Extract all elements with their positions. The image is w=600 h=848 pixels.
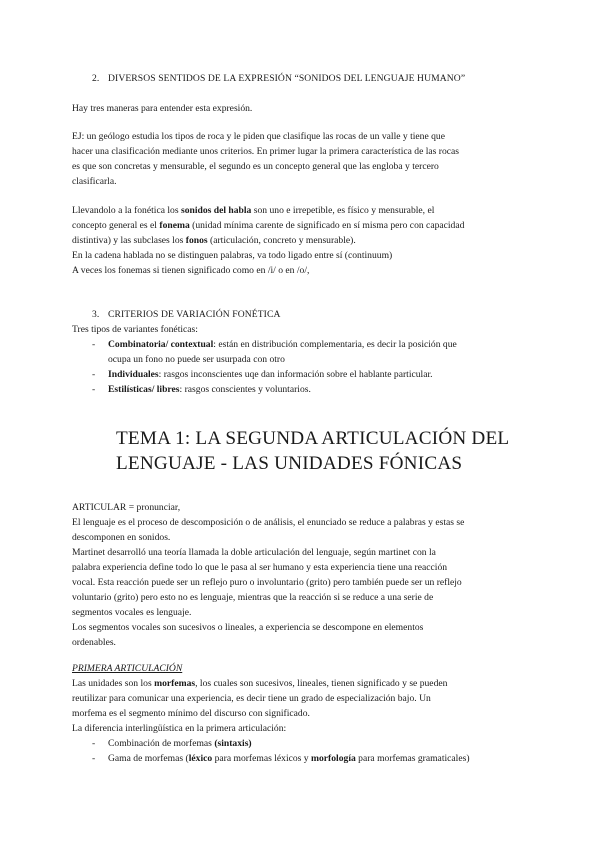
body-line-4: Martinet desarrolló una teoría llamada la doble articulación del lenguaje, según martinet con la bbox=[72, 547, 436, 558]
body-line-9: Los segmentos vocales son sucesivos o lineales, a experiencia se descompone en elementos bbox=[72, 622, 424, 633]
primera-line-2: reutilizar para comunicar una experiencia, es decir tiene un grado de especialización bajo. Un bbox=[72, 693, 431, 704]
section-2-heading: DIVERSOS SENTIDOS DE LA EXPRESIÓN “SONIDOS DEL LENGUAJE HUMANO” bbox=[108, 73, 466, 84]
phonetics-line-4: En la cadena hablada no se distinguen palabras, va todo ligado entre sí (continuum) bbox=[72, 250, 393, 261]
body-line-6: vocal. Esta reacción puede ser un reflejo puro o involuntario (grito) pero también puede ser un reflejo bbox=[72, 577, 462, 588]
tema-title-line-2: LENGUAJE - LAS UNIDADES FÓNICAS bbox=[116, 453, 463, 474]
term-morfemas: morfemas bbox=[154, 678, 196, 689]
body-line-8: segmentos vocales es lenguaje. bbox=[72, 607, 192, 618]
bullet-dash: - bbox=[92, 369, 96, 380]
example-line-3: es que son concretas y mensurable, el segundo es un concepto general que las engloba y tercero bbox=[72, 161, 439, 172]
phonetics-line-3: distintiva) y las subclases los fonos (articulación, concreto y mensurable). bbox=[72, 235, 356, 246]
section-3-number: 3. bbox=[92, 309, 100, 320]
example-line-4: clasificarla. bbox=[72, 176, 117, 187]
tema-title-line-1: TEMA 1: LA SEGUNDA ARTICULACIÓN DEL bbox=[116, 428, 510, 449]
bullet-dash: - bbox=[92, 384, 96, 395]
bullet-dash: - bbox=[92, 339, 96, 350]
variant-combinatoria: Combinatoria/ contextual: están en distribución complementaria, es decir la posición que bbox=[108, 339, 457, 350]
body-line-2: El lenguaje es el proceso de descomposición o de análisis, el enunciado se reduce a palabras y estas se bbox=[72, 517, 465, 528]
term-fonema: fonema bbox=[159, 220, 190, 231]
term-sonidos-del-habla: sonidos del habla bbox=[180, 205, 252, 216]
primera-line-3: morfema es el segmento mínimo del discurso con significado. bbox=[72, 708, 310, 719]
term-fonos: fonos bbox=[185, 235, 208, 246]
phonetics-line-2: concepto general es el fonema (unidad mínima carente de significado en sí misma pero con capacidad bbox=[72, 220, 465, 231]
phonetics-line-5: A veces los fonemas si tienen significado como en /i/ o en /o/, bbox=[72, 265, 310, 276]
section-2-number: 2. bbox=[92, 73, 100, 84]
primera-articulacion-heading: PRIMERA ARTICULACIÓN bbox=[72, 663, 183, 674]
variant-estilisticas: Estilísticas/ libres: rasgos conscientes y voluntarios. bbox=[108, 384, 311, 395]
bullet-dash: - bbox=[92, 753, 96, 764]
primera-line-4: La diferencia interlingüística en la primera articulación: bbox=[72, 723, 287, 734]
section-2-intro: Hay tres maneras para entender esta expresión. bbox=[72, 103, 253, 114]
primera-line-1: Las unidades son los morfemas, los cuales son sucesivos, lineales, tienen significado y se pueden bbox=[72, 678, 448, 689]
example-line-1: EJ: un geólogo estudia los tipos de roca y le piden que clasifique las rocas de un valle y tiene que bbox=[72, 131, 445, 142]
variant-combinatoria-cont: ocupa un fono no puede ser usurpada con otro bbox=[108, 354, 285, 365]
example-line-2: hacer una clasificación mediante unos criterios. En primer lugar la primera característica de las rocas bbox=[72, 146, 460, 157]
body-line-3: descomponen en sonidos. bbox=[72, 532, 171, 543]
body-line-10: ordenables. bbox=[72, 637, 116, 648]
bullet-dash: - bbox=[92, 738, 96, 749]
primera-bullet-1: Combinación de morfemas (sintaxis) bbox=[108, 738, 252, 749]
body-line-7: voluntario (grito) pero esto no es lenguaje, mientras que la reacción si se reduce a una serie de bbox=[72, 592, 434, 603]
section-3-heading: CRITERIOS DE VARIACIÓN FONÉTICA bbox=[108, 309, 281, 320]
phonetics-line-1: Llevandolo a la fonética los sonidos del habla son uno e irrepetible, es físico y mensurable, el bbox=[72, 205, 435, 216]
primera-bullet-2: Gama de morfemas (léxico para morfemas léxicos y morfología para morfemas gramaticales) bbox=[108, 753, 470, 764]
variant-individuales: Individuales: rasgos inconscientes uqe dan información sobre el hablante particular. bbox=[108, 369, 433, 380]
section-3-intro: Tres tipos de variantes fonéticas: bbox=[72, 324, 198, 335]
body-line-5: palabra experiencia define todo lo que le pasa al ser humano y esta experiencia tiene una reacción bbox=[72, 562, 448, 573]
body-line-1: ARTICULAR = pronunciar, bbox=[72, 502, 181, 513]
